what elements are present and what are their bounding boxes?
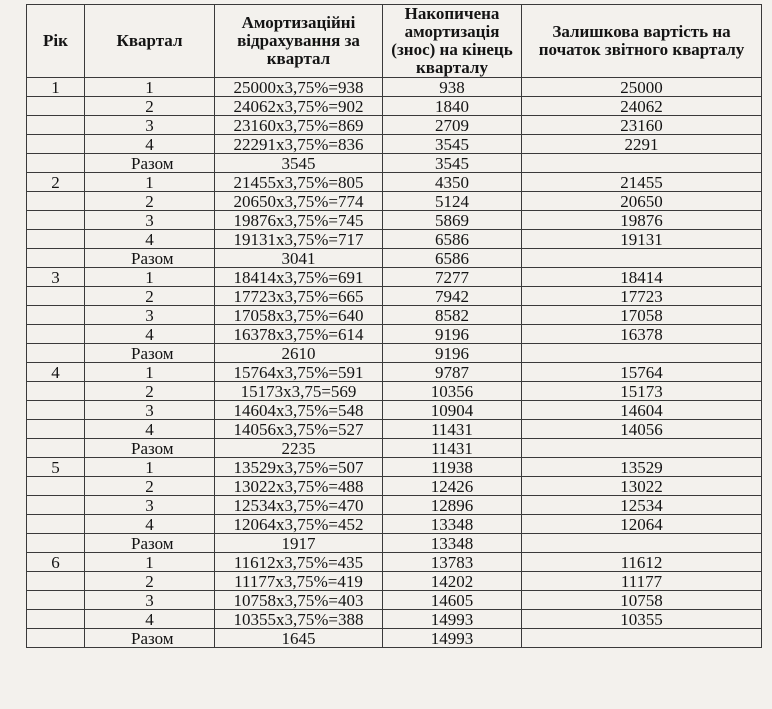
residual-cell: 15764 — [522, 363, 762, 382]
table-row — [27, 382, 762, 401]
accumulated-cell: 12896 — [383, 496, 522, 515]
quarter-cell: 3 — [85, 496, 215, 515]
table-row-total — [27, 249, 762, 268]
year-cell — [27, 230, 85, 249]
depreciation-cell: 19131х3,75%=717 — [215, 230, 383, 249]
accumulated-cell: 8582 — [383, 306, 522, 325]
accumulated-cell: 9196 — [383, 344, 522, 363]
accumulated-cell: 11431 — [383, 439, 522, 458]
table-body — [27, 78, 762, 648]
table-row — [27, 610, 762, 629]
depreciation-cell: 17723х3,75%=665 — [215, 287, 383, 306]
table-row — [27, 591, 762, 610]
table-row — [27, 496, 762, 515]
accumulated-cell: 10904 — [383, 401, 522, 420]
depreciation-cell: 20650х3,75%=774 — [215, 192, 383, 211]
residual-cell: 12064 — [522, 515, 762, 534]
quarter-cell: 1 — [85, 268, 215, 287]
depreciation-cell: 21455х3,75%=805 — [215, 173, 383, 192]
depreciation-cell: 11177х3,75%=419 — [215, 572, 383, 591]
depreciation-cell: 19876х3,75%=745 — [215, 211, 383, 230]
quarter-cell: 1 — [85, 553, 215, 572]
residual-cell: 25000 — [522, 78, 762, 97]
quarter-cell: 4 — [85, 325, 215, 344]
table-row — [27, 116, 762, 135]
residual-cell: 10355 — [522, 610, 762, 629]
header-year: Рік — [27, 5, 85, 78]
year-cell: 4 — [27, 363, 85, 382]
accumulated-cell: 7942 — [383, 287, 522, 306]
quarter-cell: Разом — [85, 534, 215, 553]
header-quarter: Квартал — [85, 5, 215, 78]
residual-cell — [522, 439, 762, 458]
quarter-cell: Разом — [85, 629, 215, 648]
table-row — [27, 230, 762, 249]
depreciation-cell: 2235 — [215, 439, 383, 458]
accumulated-cell: 11431 — [383, 420, 522, 439]
year-cell: 2 — [27, 173, 85, 192]
accumulated-cell: 11938 — [383, 458, 522, 477]
depreciation-cell: 14056х3,75%=527 — [215, 420, 383, 439]
depreciation-cell: 3041 — [215, 249, 383, 268]
accumulated-cell: 9196 — [383, 325, 522, 344]
accumulated-cell: 5124 — [383, 192, 522, 211]
quarter-cell: 3 — [85, 116, 215, 135]
table-row-total — [27, 154, 762, 173]
residual-cell: 20650 — [522, 192, 762, 211]
depreciation-cell: 1917 — [215, 534, 383, 553]
accumulated-cell: 14605 — [383, 591, 522, 610]
quarter-cell: Разом — [85, 154, 215, 173]
quarter-cell: 2 — [85, 192, 215, 211]
year-cell — [27, 344, 85, 363]
year-cell: 6 — [27, 553, 85, 572]
quarter-cell: 4 — [85, 135, 215, 154]
year-cell — [27, 591, 85, 610]
year-cell — [27, 97, 85, 116]
depreciation-cell: 17058х3,75%=640 — [215, 306, 383, 325]
table-row — [27, 458, 762, 477]
depreciation-cell: 10758х3,75%=403 — [215, 591, 383, 610]
year-cell — [27, 534, 85, 553]
header-row — [27, 5, 762, 78]
quarter-cell: 4 — [85, 515, 215, 534]
table-row — [27, 306, 762, 325]
quarter-cell: Разом — [85, 344, 215, 363]
table-row — [27, 572, 762, 591]
depreciation-cell: 18414х3,75%=691 — [215, 268, 383, 287]
table-row — [27, 363, 762, 382]
year-cell — [27, 325, 85, 344]
accumulated-cell: 5869 — [383, 211, 522, 230]
quarter-cell: 4 — [85, 610, 215, 629]
quarter-cell: 1 — [85, 363, 215, 382]
depreciation-cell: 25000х3,75%=938 — [215, 78, 383, 97]
year-cell — [27, 420, 85, 439]
depreciation-cell: 15173х3,75=569 — [215, 382, 383, 401]
quarter-cell: Разом — [85, 249, 215, 268]
table-row — [27, 268, 762, 287]
residual-cell: 14056 — [522, 420, 762, 439]
residual-cell — [522, 534, 762, 553]
depreciation-cell: 2610 — [215, 344, 383, 363]
accumulated-cell: 10356 — [383, 382, 522, 401]
depreciation-table — [26, 4, 762, 648]
year-cell — [27, 477, 85, 496]
residual-cell: 18414 — [522, 268, 762, 287]
residual-cell: 11612 — [522, 553, 762, 572]
residual-cell: 15173 — [522, 382, 762, 401]
residual-cell: 21455 — [522, 173, 762, 192]
depreciation-cell: 1645 — [215, 629, 383, 648]
residual-cell: 11177 — [522, 572, 762, 591]
year-cell — [27, 154, 85, 173]
residual-cell: 13529 — [522, 458, 762, 477]
table-row-total — [27, 439, 762, 458]
table-row — [27, 78, 762, 97]
year-cell — [27, 572, 85, 591]
year-cell — [27, 401, 85, 420]
year-cell — [27, 610, 85, 629]
accumulated-cell: 6586 — [383, 249, 522, 268]
residual-cell: 17058 — [522, 306, 762, 325]
quarter-cell: 3 — [85, 306, 215, 325]
quarter-cell: 4 — [85, 420, 215, 439]
quarter-cell: 2 — [85, 382, 215, 401]
accumulated-cell: 9787 — [383, 363, 522, 382]
table-row-total — [27, 629, 762, 648]
depreciation-cell: 10355х3,75%=388 — [215, 610, 383, 629]
depreciation-cell: 13022х3,75%=488 — [215, 477, 383, 496]
year-cell — [27, 496, 85, 515]
accumulated-cell: 1840 — [383, 97, 522, 116]
table-row-total — [27, 534, 762, 553]
accumulated-cell: 14202 — [383, 572, 522, 591]
year-cell — [27, 211, 85, 230]
year-cell — [27, 192, 85, 211]
accumulated-cell: 6586 — [383, 230, 522, 249]
year-cell — [27, 439, 85, 458]
residual-cell — [522, 344, 762, 363]
year-cell — [27, 515, 85, 534]
accumulated-cell: 938 — [383, 78, 522, 97]
accumulated-cell: 14993 — [383, 629, 522, 648]
depreciation-cell: 12534х3,75%=470 — [215, 496, 383, 515]
residual-cell — [522, 154, 762, 173]
residual-cell: 10758 — [522, 591, 762, 610]
year-cell — [27, 629, 85, 648]
accumulated-cell: 7277 — [383, 268, 522, 287]
table-row-total — [27, 344, 762, 363]
table-row — [27, 173, 762, 192]
depreciation-cell: 22291х3,75%=836 — [215, 135, 383, 154]
accumulated-cell: 14993 — [383, 610, 522, 629]
year-cell — [27, 287, 85, 306]
header-accumulated: Накопичена амортизація (знос) на кінець кварталу — [383, 5, 522, 78]
accumulated-cell: 4350 — [383, 173, 522, 192]
quarter-cell: 1 — [85, 78, 215, 97]
residual-cell: 19131 — [522, 230, 762, 249]
depreciation-cell: 13529х3,75%=507 — [215, 458, 383, 477]
table-row — [27, 211, 762, 230]
table-row — [27, 325, 762, 344]
residual-cell: 16378 — [522, 325, 762, 344]
accumulated-cell: 3545 — [383, 135, 522, 154]
residual-cell: 13022 — [522, 477, 762, 496]
header-residual: Залишкова вартість на початок звітного кварталу — [522, 5, 762, 78]
year-cell: 5 — [27, 458, 85, 477]
table-row — [27, 287, 762, 306]
quarter-cell: 2 — [85, 97, 215, 116]
table-row — [27, 401, 762, 420]
residual-cell: 12534 — [522, 496, 762, 515]
accumulated-cell: 2709 — [383, 116, 522, 135]
table-row — [27, 515, 762, 534]
header-depreciation: Амортизаційні відрахування за квартал — [215, 5, 383, 78]
quarter-cell: 4 — [85, 230, 215, 249]
accumulated-cell: 13783 — [383, 553, 522, 572]
table-row — [27, 192, 762, 211]
residual-cell: 14604 — [522, 401, 762, 420]
accumulated-cell: 13348 — [383, 534, 522, 553]
quarter-cell: 2 — [85, 287, 215, 306]
quarter-cell: 1 — [85, 458, 215, 477]
depreciation-cell: 3545 — [215, 154, 383, 173]
depreciation-cell: 15764х3,75%=591 — [215, 363, 383, 382]
quarter-cell: 1 — [85, 173, 215, 192]
year-cell — [27, 306, 85, 325]
year-cell — [27, 249, 85, 268]
year-cell — [27, 382, 85, 401]
year-cell — [27, 135, 85, 154]
table-row — [27, 420, 762, 439]
residual-cell — [522, 629, 762, 648]
depreciation-cell: 11612х3,75%=435 — [215, 553, 383, 572]
accumulated-cell: 3545 — [383, 154, 522, 173]
quarter-cell: 3 — [85, 401, 215, 420]
quarter-cell: 3 — [85, 211, 215, 230]
residual-cell — [522, 249, 762, 268]
quarter-cell: 2 — [85, 572, 215, 591]
depreciation-cell: 12064х3,75%=452 — [215, 515, 383, 534]
depreciation-cell: 23160х3,75%=869 — [215, 116, 383, 135]
table-row — [27, 97, 762, 116]
residual-cell: 2291 — [522, 135, 762, 154]
residual-cell: 19876 — [522, 211, 762, 230]
depreciation-cell: 14604х3,75%=548 — [215, 401, 383, 420]
quarter-cell: Разом — [85, 439, 215, 458]
quarter-cell: 3 — [85, 591, 215, 610]
year-cell: 1 — [27, 78, 85, 97]
depreciation-cell: 16378х3,75%=614 — [215, 325, 383, 344]
year-cell: 3 — [27, 268, 85, 287]
depreciation-cell: 24062х3,75%=902 — [215, 97, 383, 116]
table-row — [27, 553, 762, 572]
accumulated-cell: 12426 — [383, 477, 522, 496]
year-cell — [27, 116, 85, 135]
accumulated-cell: 13348 — [383, 515, 522, 534]
residual-cell: 17723 — [522, 287, 762, 306]
residual-cell: 24062 — [522, 97, 762, 116]
residual-cell: 23160 — [522, 116, 762, 135]
table-row — [27, 135, 762, 154]
table-row — [27, 477, 762, 496]
quarter-cell: 2 — [85, 477, 215, 496]
